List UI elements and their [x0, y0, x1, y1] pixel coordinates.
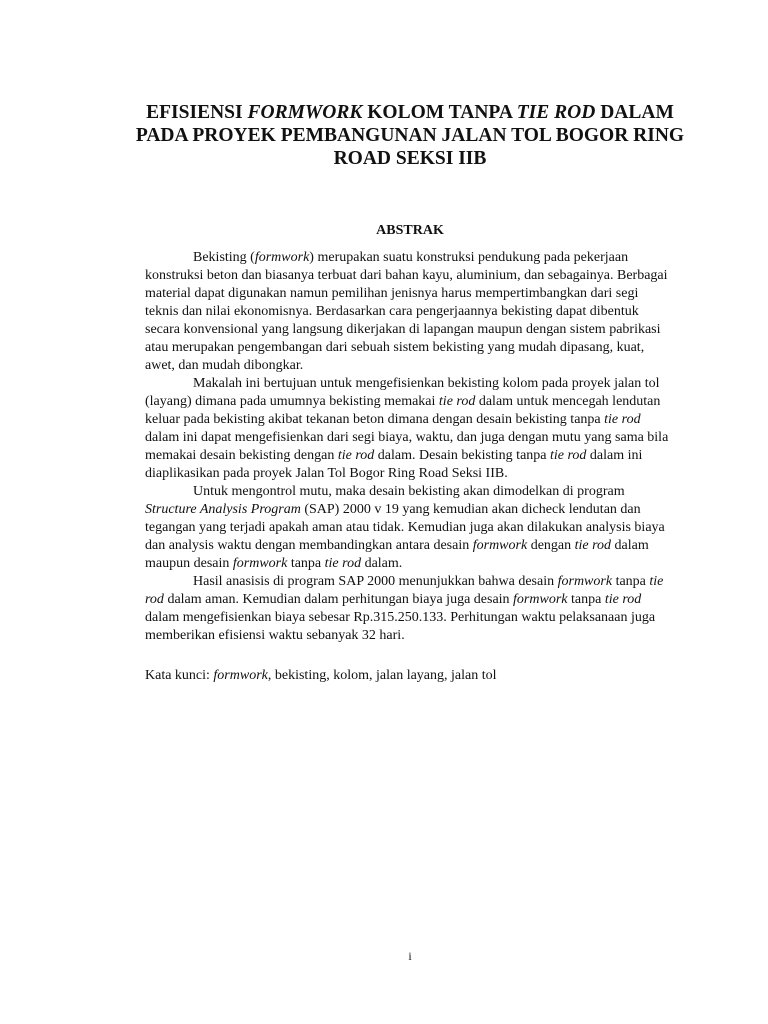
title-part-3: DALAM PADA PROYEK PEMBANGUNAN JALAN TOL BOGOR RING ROAD SEKSI IIB: [135, 102, 685, 169]
p3-text-4: dalam maupun desain: [145, 538, 649, 571]
title-tie-rod: TIE ROD: [516, 102, 596, 123]
p3-italic-2: formwork: [472, 538, 528, 553]
p3-text-1: Untuk mengontrol mutu, maka desain bekisting akan dimodelkan di program: [193, 484, 625, 499]
p4-text-4: tanpa: [567, 592, 605, 607]
p4-text-3: dalam aman. Kemudian dalam perhitungan biaya juga desain: [163, 592, 514, 607]
title-part-1: EFISIENSI: [146, 102, 248, 123]
keywords-line: [145, 667, 675, 685]
p4-italic-4: tie rod: [604, 592, 642, 607]
abstract-paragraph-1: [145, 249, 675, 375]
p3-text-5: tanpa: [287, 556, 325, 571]
p1-text-2: ) merupakan suatu konstruksi pendukung pada pekerjaan konstruksi beton dan biasanya terbuat dari bahan kayu, aluminium, dan sebagainya. Berbagai material dapat digunakan namun pemilihan jenisnya harus mempertimbangkan dari segi teknis dan nilai ekonomisnya. Berdasarkan cara pengerjaannya bekisting dapat dibentuk secara konvensional yang langsung dikerjakan di lapangan maupun dengan sistem pabrikasi atau merupakan pengembangan dari sebuah sistem bekisting yang mudah dipasang, kuat, awet, dan mudah dibongkar.: [145, 250, 668, 373]
p2-text-3: dalam ini dapat mengefisienkan dari segi biaya, waktu, dan juga dengan mutu yang sama bila memakai desain bekisting dengan: [145, 430, 669, 463]
keywords-italic: formwork: [213, 668, 268, 683]
abstract-heading: ABSTRAK: [376, 223, 444, 238]
title-part-2: KOLOM TANPA: [362, 102, 517, 123]
abstract-body: [145, 249, 675, 645]
paper-title: [120, 101, 700, 170]
page-number: i: [408, 949, 412, 963]
p2-text-5: dalam ini diaplikasikan pada proyek Jalan Tol Bogor Ring Road Seksi IIB.: [145, 448, 643, 481]
abstract-paragraph-2: [145, 375, 675, 483]
p4-italic-1: formwork: [557, 574, 613, 589]
p3-italic-4: formwork: [232, 556, 288, 571]
p2-text-4: dalam. Desain bekisting tanpa: [374, 448, 550, 463]
p4-italic-3: formwork: [513, 592, 568, 607]
p2-italic-1: tie rod: [438, 394, 476, 409]
p4-italic-2: tie rod: [145, 574, 664, 607]
keywords-rest: , bekisting, kolom, jalan layang, jalan tol: [267, 668, 497, 683]
abstract-paragraph-4: [145, 573, 675, 645]
p3-text-3: dengan: [527, 538, 575, 553]
title-formwork: FORMWORK: [247, 102, 363, 123]
p4-text-1: Hasil anasisis di program SAP 2000 menunjukkan bahwa desain: [193, 574, 558, 589]
abstract-paragraph-3: [145, 483, 675, 573]
p4-text-2: tanpa: [612, 574, 650, 589]
p2-italic-3: tie rod: [337, 448, 375, 463]
p3-italic-5: tie rod: [324, 556, 362, 571]
p2-text-1: Makalah ini bertujuan untuk mengefisienkan bekisting kolom pada proyek jalan tol (layang) dimana pada umumnya bekisting memakai: [145, 376, 660, 409]
p2-text-2: dalam untuk mencegah lendutan keluar pada bekisting akibat tekanan beton dimana dengan desain bekisting tanpa: [145, 394, 661, 427]
p2-italic-4: tie rod: [550, 448, 587, 463]
p3-text-2: (SAP) 2000 v 19 yang kemudian akan dicheck lendutan dan tegangan yang terjadi apakah aman atau tidak. Kemudian juga akan dilakukan analysis biaya dan analysis waktu dengan membandingkan antara desain: [145, 502, 665, 553]
p3-italic-3: tie rod: [574, 538, 612, 553]
p3-text-6: dalam.: [361, 556, 403, 571]
p1-text-1: Bekisting (: [193, 250, 255, 265]
p4-text-5: dalam mengefisienkan biaya sebesar Rp.315.250.133. Perhitungan waktu pelaksanaan juga memberikan efisiensi waktu sebanyak 32 hari.: [145, 610, 656, 643]
p1-italic-1: formwork: [254, 250, 310, 265]
keywords-label: Kata kunci:: [145, 668, 214, 683]
p3-italic-1: Structure Analysis Program: [145, 502, 301, 517]
p2-italic-2: tie rod: [604, 412, 641, 427]
